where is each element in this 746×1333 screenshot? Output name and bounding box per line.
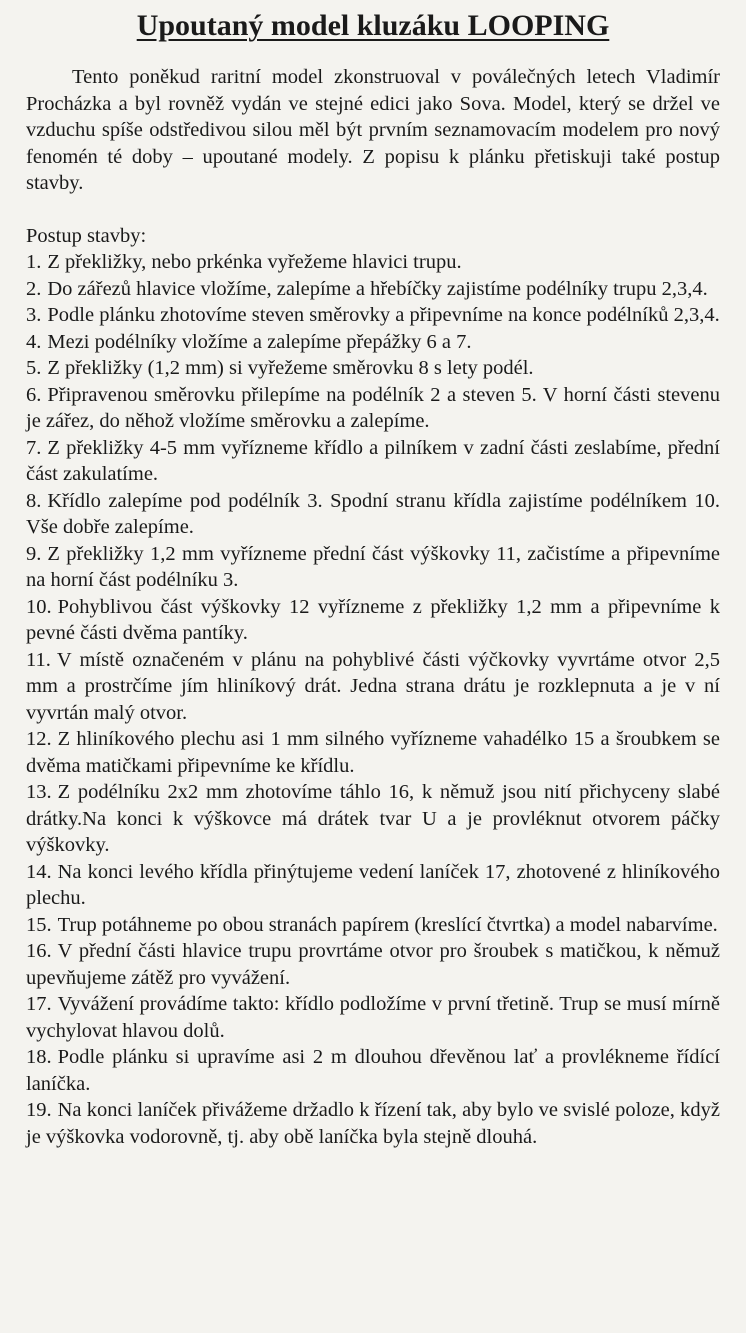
intro-paragraph: Tento poněkud raritní model zkonstruoval v poválečných letech Vladimír Procházka a byl rovněž vydán ve stejné edici jako Sova. Model, který se držel ve vzduchu spíše odstředivou silou měl být prvním seznamovacím modelem pro nový fenomén té doby – upoutané modely. Z popisu k plánku přetiskuji také postup stavby.: [26, 66, 720, 194]
steps-heading: Postup stavby:: [26, 224, 147, 247]
step-number: 1.: [26, 251, 42, 273]
step-text: Pohyblivou část výškovky 12 vyřízneme z překližky 1,2 mm a připevníme k pevné části dvěma pantíky.: [26, 595, 720, 644]
step-item: [26, 647, 720, 727]
step-text: Podle plánku zhotovíme steven směrovky a připevníme na konce podélníků 2,3,4.: [47, 304, 720, 326]
step-item: [26, 355, 720, 382]
step-number: 17.: [26, 993, 52, 1015]
step-text: Z překližky, nebo prkénka vyřežeme hlavici trupu.: [47, 251, 462, 273]
step-item: [26, 329, 720, 356]
step-number: 11.: [26, 648, 51, 671]
step-text: V místě označeném v plánu na pohyblivé části výčkovky vyvrtáme otvor 2,5 mm a prostrčíme jím hliníkový drát. Jedna strana drátu je rozklepnuta a je v ní vyvrtán malý otvor.: [26, 648, 720, 724]
step-number: 16.: [26, 940, 52, 962]
step-text: Z překližky 1,2 mm vyřízneme přední část výškovky 11, začistíme a připevníme na horní část podélníku 3.: [26, 542, 720, 591]
step-text: Z podélníku 2x2 mm zhotovíme táhlo 16, k němuž jsou nití přichyceny slabé drátky.Na konci k výškovce má drátek tvar U a je provléknut otvorem páčky výškovky.: [26, 781, 720, 856]
step-item: [26, 382, 720, 435]
step-item: [26, 779, 720, 859]
step-item: [26, 594, 720, 647]
step-item: [26, 541, 720, 594]
step-number: 12.: [26, 728, 52, 750]
step-item: [26, 435, 720, 488]
step-number: 14.: [26, 860, 52, 883]
step-number: 2.: [26, 277, 42, 300]
step-item: [26, 912, 720, 939]
step-item: [26, 1044, 720, 1097]
step-text: Mezi podélníky vložíme a zalepíme přepážky 6 a 7.: [47, 330, 472, 353]
step-text: Z překližky (1,2 mm) si vyřežeme směrovku 8 s lety podél.: [47, 357, 534, 379]
step-text: Vyvážení provádíme takto: křídlo podložíme v první třetině. Trup se musí mírně vychylovat hlavou dolů.: [26, 993, 720, 1042]
step-number: 9.: [26, 542, 42, 565]
step-number: 19.: [26, 1099, 52, 1121]
step-number: 5.: [26, 357, 42, 379]
step-text: Do zářezů hlavice vložíme, zalepíme a hřebíčky zajistíme podélníky trupu 2,3,4.: [47, 277, 708, 300]
step-text: Z překližky 4-5 mm vyřízneme křídlo a pilníkem v zadní části zeslabíme, přední část zakulatíme.: [26, 436, 720, 485]
step-item: [26, 726, 720, 779]
step-item: [26, 1097, 720, 1150]
step-item: [26, 276, 720, 303]
step-number: 7.: [26, 436, 42, 459]
step-text: Podle plánku si upravíme asi 2 m dlouhou dřevěnou lať a provlékneme řídící laníčka.: [26, 1046, 720, 1095]
step-text: Na konci levého křídla přinýtujeme vedení laníček 17, zhotovené z hliníkového plechu.: [26, 860, 720, 909]
step-text: Připravenou směrovku přilepíme na podélník 2 a steven 5. V horní části stevenu je zářez, do něhož vložíme směrovku a zalepíme.: [26, 383, 720, 432]
steps-list: [26, 249, 720, 1150]
step-text: Trup potáhneme po obou stranách papírem (kreslící čtvrtka) a model nabarvíme.: [57, 913, 718, 936]
step-number: 3.: [26, 304, 42, 326]
step-item: [26, 249, 720, 276]
step-number: 4.: [26, 330, 42, 353]
step-number: 13.: [26, 781, 52, 803]
step-text: Na konci laníček přivážeme držadlo k řízení tak, aby bylo ve svislé poloze, když je výškovka vodorovně, tj. aby obě laníčka byla stejně dlouhá.: [26, 1099, 720, 1148]
step-item: [26, 859, 720, 912]
step-item: [26, 938, 720, 991]
step-number: 10.: [26, 595, 52, 618]
step-text: Z hliníkového plechu asi 1 mm silného vyřízneme vahadélko 15 a šroubkem se dvěma matičkami připevníme ke křídlu.: [26, 728, 720, 777]
step-text: V přední části hlavice trupu provrtáme otvor pro šroubek s matičkou, k němuž upevňujeme zátěž pro vyvážení.: [26, 940, 720, 989]
step-text: Křídlo zalepíme pod podélník 3. Spodní stranu křídla zajistíme podélníkem 10. Vše dobře zalepíme.: [26, 489, 720, 538]
step-item: [26, 991, 720, 1044]
document-title: Upoutaný model kluzáku LOOPING: [136, 9, 610, 42]
step-number: 8.: [26, 489, 42, 512]
step-item: [26, 302, 720, 329]
step-number: 18.: [26, 1046, 52, 1068]
step-number: 6.: [26, 383, 42, 406]
step-item: [26, 488, 720, 541]
step-number: 15.: [26, 913, 52, 936]
